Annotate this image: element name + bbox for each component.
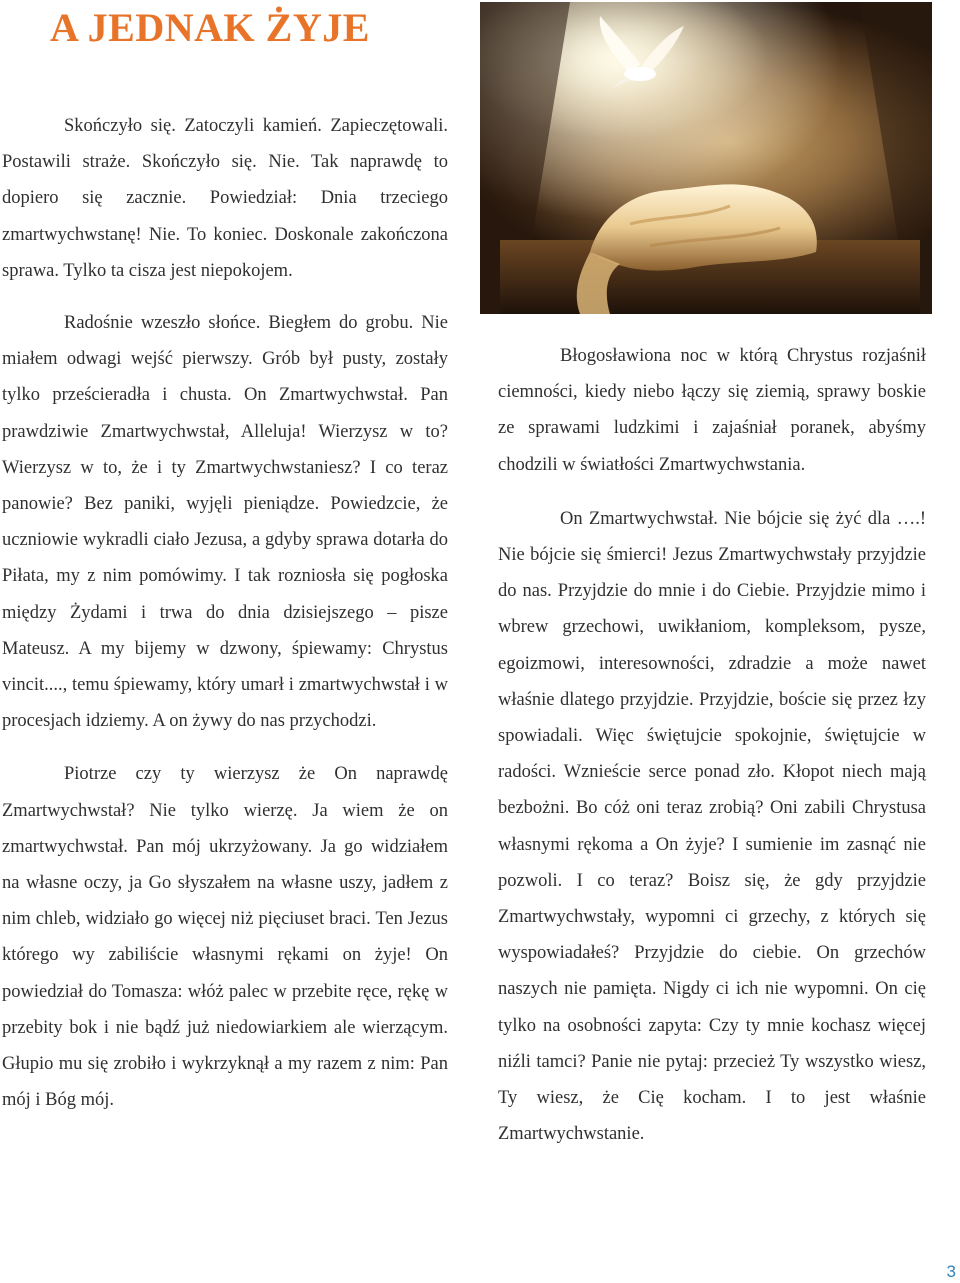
- paragraph: Błogosławiona noc w którą Chrystus rozjaśnił ciemności, kiedy niebo łączy się ziemią, sprawy boskie ze sprawami ludzkimi i zajaśniał poranek, abyśmy chodzili w światłości Zmartwychwstania.: [498, 346, 926, 475]
- paragraph: Piotrze czy ty wierzysz że On naprawdę Zmartwychwstał? Nie tylko wierzę. Ja wiem że on zmartwychwstał. Pan mój ukrzyżowany. Ja go widziałem na własne oczy, ja Go słyszałem na własne uszy, jadłem z nim chleb, widziało go więcej niż pięciuset braci. Ten Jezus którego wy zabiliście własnymi rękami on żyje! On powiedział do Tomasza: włóż palec w przebite ręce, rękę w przebity bok i nie bądź już niedowiarkiem ale wierzącym. Głupio mu się zrobiło i wykrzyknął a my razem z nim: Pan mój i Bóg mój.: [2, 764, 448, 1111]
- easter-photo: [480, 2, 932, 314]
- right-column: [498, 338, 926, 1152]
- paragraph: Radośnie wzeszło słońce. Biegłem do grobu. Nie miałem odwagi wejść pierwszy. Grób był pusty, zostały tylko prześcieradła i chusta. On Zmartwychwstał. Pan prawdziwie Zmartwychwstał, Alleluja! Wierzysz w to? Wierzysz w to, że i ty Zmartwychwstaniesz? I co teraz panowie? Bez paniki, wyjęli pieniądze. Powiedzcie, że uczniowie wykradli ciało Jezusa, a gdyby sprawa dotarła do Piłata, my z nim pomówimy. I tak rozniosła się pogłoska między Żydami i trwa do dnia dzisiejszego – pisze Mateusz. A my bijemy w dzwony, śpiewamy: Chrystus vincit...., temu śpiewamy, który umarł i zmartwychwstał i w procesjach idziemy. A on żywy do nas przychodzi.: [2, 313, 448, 732]
- page-title: A JEDNAK ŻYJE: [50, 5, 370, 50]
- left-column: [2, 108, 448, 1118]
- paragraph: Skończyło się. Zatoczyli kamień. Zapieczętowali. Postawili straże. Skończyło się. Nie. Tak naprawdę to dopiero się zacznie. Powiedział: Dnia trzeciego zmartwychwstanę! Nie. To koniec. Doskonale zakończona sprawa. Tylko ta cisza jest niepokojem.: [2, 116, 448, 281]
- dove-and-shroud-icon: [480, 2, 932, 314]
- paragraph: On Zmartwychwstał. Nie bójcie się żyć dla ….! Nie bójcie się śmierci! Jezus Zmartwychwstały przyjdzie do nas. Przyjdzie do mnie i do Ciebie. Przyjdzie mimo i wbrew grzechowi, uwikłaniom, kompleksom, pysze, egoizmowi, interesowności, zdradzie a może nawet właśnie dlatego przyjdzie. Przyjdzie, boście się przez łzy spowiadali. Więc świętujcie spokojnie, świętujcie w radości. Wznieście serce ponad zło. Kłopot niech mają bezbożni. Bo cóż oni teraz zrobią? Oni zabili Chrystusa własnymi rękoma a On żyje? I sumienie im zasnąć nie pozwoli. I co teraz? Boisz się, że gdy przyjdzie Zmartwychwstały, wypomni ci grzechy, z których się wyspowiadałeś? Przyjdzie do ciebie. On grzechów naszych nie pamięta. Nigdy ci ich nie wypomni. On cię tylko na osobności zapyta: Czy ty mnie kochasz więcej niźli tamci? Panie nie pytaj: przecież Ty wszystko wiesz, Ty wiesz, że Cię kocham. I to jest właśnie Zmartwychwstanie.: [498, 508, 926, 1145]
- page-number: 3: [946, 1262, 956, 1281]
